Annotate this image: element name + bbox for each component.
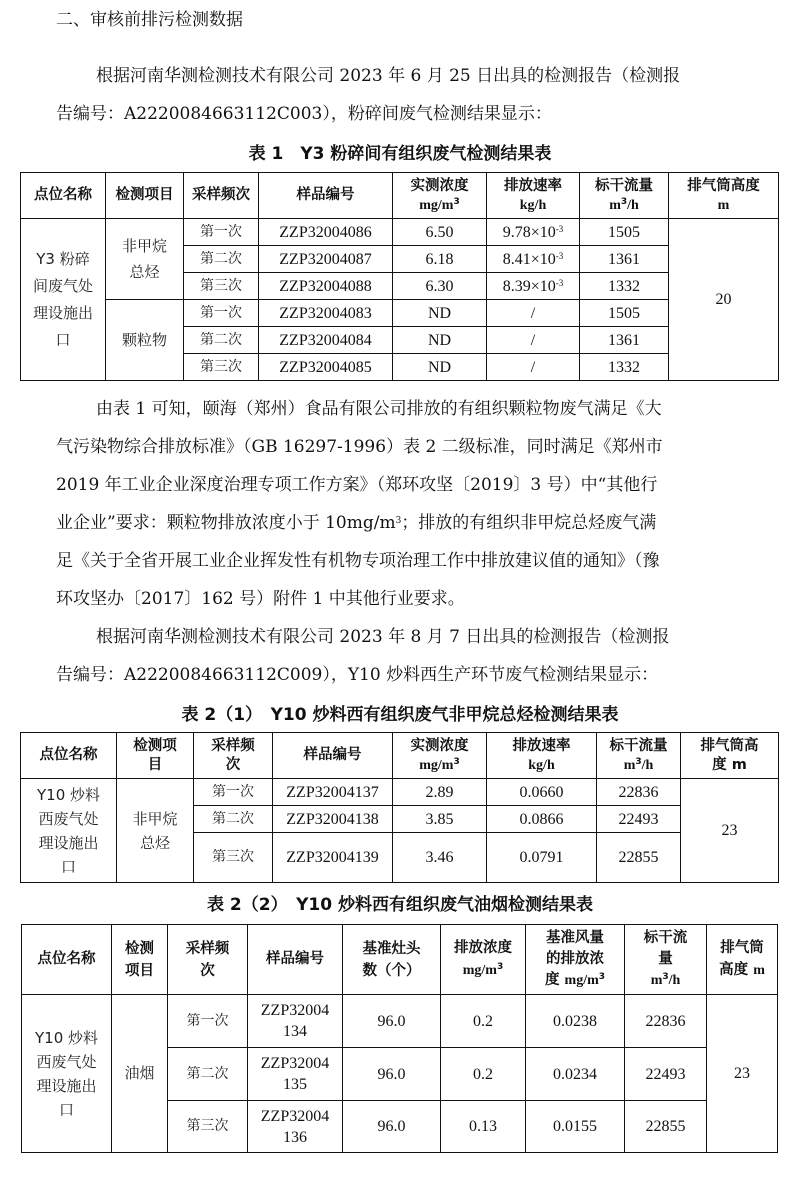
sample-no-cell: ZZP32004 135 [248, 1048, 343, 1101]
rate-cell: $8.41\times 10^{-3}$ [487, 246, 580, 273]
rate-cell: / [487, 327, 580, 354]
item-cell: 油烟 [112, 995, 168, 1153]
freq-cell: 第三次 [184, 273, 259, 300]
header-conc: 实测浓度 $mg/m^3$ [393, 173, 487, 219]
sample-no-cell: ZZP32004084 [259, 327, 393, 354]
rate-cell: $8.39\times 10^{-3}$ [487, 273, 580, 300]
freq-cell: 第三次 [184, 354, 259, 381]
flow-cell: 1505 [580, 219, 669, 246]
height-cell: 23 [707, 995, 778, 1153]
conc-cell: ND [393, 354, 487, 381]
header-sample-no: 样品编号 [248, 925, 343, 995]
header-item: 检测项目 [106, 173, 184, 219]
std-conc-cell: 0.0234 [526, 1048, 625, 1101]
rate-cell: / [487, 300, 580, 327]
conc-cell: ND [393, 327, 487, 354]
conc-cell: ND [393, 300, 487, 327]
header-std-conc: 基准风量的排放浓度 $mg/m^3$ [526, 925, 625, 995]
header-conc: 排放浓度 $mg/m^3$ [441, 925, 526, 995]
freq-cell: 第二次 [184, 246, 259, 273]
flow-cell: 1505 [580, 300, 669, 327]
location-cell: Y3 粉碎间废气处理设施出口 [21, 219, 106, 381]
rate-cell: 0.0791 [487, 833, 597, 883]
rate-cell: / [487, 354, 580, 381]
header-rate: 排放速率 kg/h [487, 733, 597, 779]
conc-cell: 0.2 [441, 1048, 526, 1101]
sample-no-cell: ZZP32004087 [259, 246, 393, 273]
rate-cell: 0.0660 [487, 779, 597, 806]
rate-cell: 0.0866 [487, 806, 597, 833]
table-1-header-row [21, 173, 779, 219]
conc-cell: 6.18 [393, 246, 487, 273]
header-flow: 标干流量 $m^3/h$ [625, 925, 707, 995]
sample-no-cell: ZZP32004085 [259, 354, 393, 381]
flow-cell: 22855 [625, 1101, 707, 1153]
freq-cell: 第一次 [184, 300, 259, 327]
table-2-1-header-row [21, 733, 779, 779]
table-1 [20, 172, 779, 381]
item-cell: 颗粒物 [106, 300, 184, 381]
freq-cell: 第一次 [184, 219, 259, 246]
flow-cell: 22493 [597, 806, 681, 833]
paragraph-2-line-2: 气污染物综合排放标准》（GB 16297-1996）表 2 二级标准，同时满足《郑州市 [56, 437, 663, 457]
table-row [22, 995, 778, 1048]
height-cell: 23 [681, 779, 779, 883]
conc-cell: 3.46 [393, 833, 487, 883]
sample-no-cell: ZZP32004086 [259, 219, 393, 246]
header-flow: 标干流量 $m^3/h$ [580, 173, 669, 219]
flow-cell: 1361 [580, 327, 669, 354]
table-2-2-header-row [22, 925, 778, 995]
sample-no-cell: ZZP32004 136 [248, 1101, 343, 1153]
header-stoves: 基准灶头数（个） [343, 925, 441, 995]
freq-cell: 第二次 [194, 806, 273, 833]
sample-no-cell: ZZP32004088 [259, 273, 393, 300]
std-conc-cell: 0.0238 [526, 995, 625, 1048]
freq-cell: 第一次 [168, 995, 248, 1048]
conc-cell: 6.50 [393, 219, 487, 246]
location-cell: Y10 炒料西废气处理设施出口 [21, 779, 117, 883]
header-height: 排气筒高度 m [669, 173, 779, 219]
freq-cell: 第二次 [184, 327, 259, 354]
conc-cell: 3.85 [393, 806, 487, 833]
sample-no-cell: ZZP32004139 [273, 833, 393, 883]
header-freq: 采样频次 [168, 925, 248, 995]
std-conc-cell: 0.0155 [526, 1101, 625, 1153]
stoves-cell: 96.0 [343, 1048, 441, 1101]
header-item: 检测项目 [117, 733, 194, 779]
header-freq: 采样频次 [194, 733, 273, 779]
sample-no-cell: ZZP32004 134 [248, 995, 343, 1048]
header-sample-no: 样品编号 [259, 173, 393, 219]
paragraph-2-line-3: 2019 年工业企业深度治理专项工作方案》（郑环攻坚〔2019〕3 号）中“其他行 [56, 475, 658, 495]
freq-cell: 第二次 [168, 1048, 248, 1101]
table-row [21, 300, 779, 327]
conc-cell: 0.13 [441, 1101, 526, 1153]
height-cell: 20 [669, 219, 779, 381]
header-location: 点位名称 [21, 733, 117, 779]
header-freq: 采样频次 [184, 173, 259, 219]
header-location: 点位名称 [22, 925, 112, 995]
sample-no-cell: ZZP32004137 [273, 779, 393, 806]
header-height: 排气筒高度 m [681, 733, 779, 779]
header-rate: 排放速率 kg/h [487, 173, 580, 219]
paragraph-2-line-4: 业企业”要求：颗粒物排放浓度小于 $10mg/m^3$；排放的有组织非甲烷总烃废气满 [56, 513, 657, 533]
freq-cell: 第一次 [194, 779, 273, 806]
freq-cell: 第三次 [168, 1101, 248, 1153]
header-sample-no: 样品编号 [273, 733, 393, 779]
stoves-cell: 96.0 [343, 995, 441, 1048]
item-cell: 非甲烷总烃 [117, 779, 194, 883]
sample-no-cell: ZZP32004083 [259, 300, 393, 327]
stoves-cell: 96.0 [343, 1101, 441, 1153]
header-flow: 标干流量 $m^3/h$ [597, 733, 681, 779]
paragraph-3-line-1: 根据河南华测检测技术有限公司 2023 年 8 月 7 日出具的检测报告（检测报 [96, 627, 670, 647]
paragraph-1-line-1: 根据河南华测检测技术有限公司 2023 年 6 月 25 日出具的检测报告（检测报 [96, 66, 681, 86]
flow-cell: 22836 [625, 995, 707, 1048]
freq-cell: 第三次 [194, 833, 273, 883]
flow-cell: 1361 [580, 246, 669, 273]
flow-cell: 22493 [625, 1048, 707, 1101]
flow-cell: 22836 [597, 779, 681, 806]
header-conc: 实测浓度 $mg/m^3$ [393, 733, 487, 779]
item-cell: 非甲烷总烃 [106, 219, 184, 300]
conc-cell: 6.30 [393, 273, 487, 300]
flow-cell: 1332 [580, 273, 669, 300]
table-2-2 [21, 924, 778, 1153]
table-row [21, 219, 779, 246]
table-row [21, 779, 779, 806]
flow-cell: 22855 [597, 833, 681, 883]
header-item: 检测项目 [112, 925, 168, 995]
flow-cell: 1332 [580, 354, 669, 381]
paragraph-2-line-5: 足《关于全省开展工业企业挥发性有机物专项治理工作中排放建议值的通知》（豫 [56, 551, 660, 571]
table-2-2-caption: 表 2（2） Y10 炒料西有组织废气油烟检测结果表 [207, 895, 593, 915]
rate-cell: $9.78\times 10^{-3}$ [487, 219, 580, 246]
paragraph-3-line-2: 告编号：A2220084663112C009），Y10 炒料西生产环节废气检测结果显示： [56, 665, 659, 685]
table-1-caption: 表 1 Y3 粉碎间有组织废气检测结果表 [248, 144, 552, 164]
location-cell: Y10 炒料西废气处理设施出口 [22, 995, 112, 1153]
sample-no-cell: ZZP32004138 [273, 806, 393, 833]
conc-cell: 0.2 [441, 995, 526, 1048]
table-2-1 [20, 732, 779, 883]
paragraph-2-line-1: 由表 1 可知，颐海（郑州）食品有限公司排放的有组织颗粒物废气满足《大 [96, 399, 662, 419]
table-2-1-caption: 表 2（1） Y10 炒料西有组织废气非甲烷总烃检测结果表 [181, 705, 619, 725]
conc-cell: 2.89 [393, 779, 487, 806]
section-title: 二、审核前排污检测数据 [56, 10, 243, 30]
header-height: 排气筒高度 m [707, 925, 778, 995]
header-location: 点位名称 [21, 173, 106, 219]
paragraph-1-line-2: 告编号：A2220084663112C003），粉碎间废气检测结果显示： [56, 104, 552, 124]
paragraph-2-line-6: 环攻坚办〔2017〕162 号）附件 1 中其他行业要求。 [56, 589, 465, 609]
